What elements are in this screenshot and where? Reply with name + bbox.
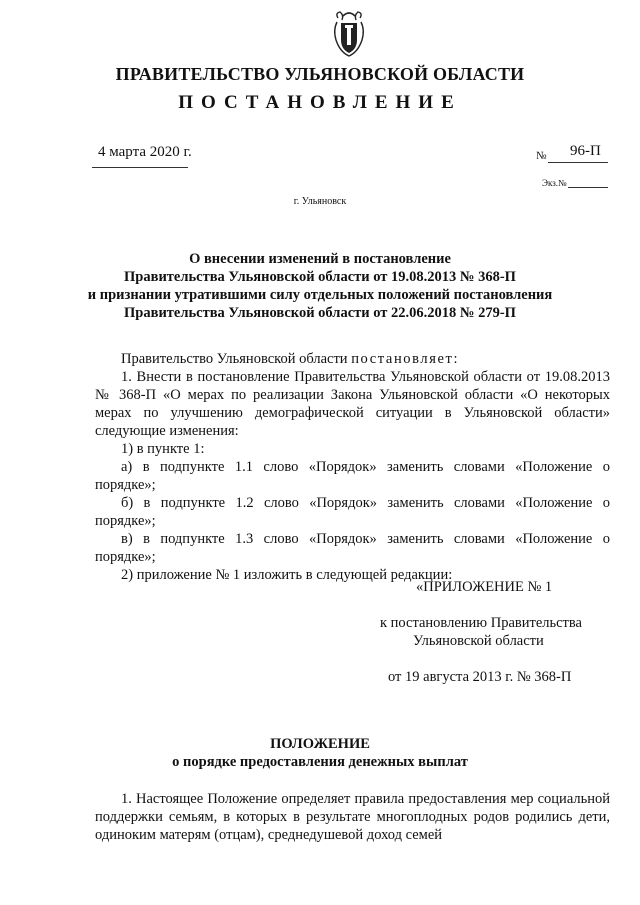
document-type: ПОСТАНОВЛЕНИЕ (178, 92, 462, 113)
subject-line: О внесении изменений в постановление (189, 251, 451, 267)
decree-body (95, 350, 610, 584)
subject-line: и признании утратившими силу отдельных положений постановления (87, 287, 553, 303)
intro-paragraph (95, 350, 610, 368)
subject-line: Правительства Ульяновской области от 22.06.2018 № 279-П (124, 305, 516, 321)
number-underline (548, 162, 608, 163)
decree-subject (0, 250, 640, 322)
regulation-subtitle: о порядке предоставления денежных выплат (172, 754, 468, 770)
copy-number-underline (568, 187, 608, 188)
annex-line-2: Ульяновской области (413, 633, 544, 649)
decree-date: 4 марта 2020 г. (98, 144, 192, 160)
subitem-c: в) в подпункте 1.3 слово «Порядок» заменить словами «Положение о порядке»; (95, 531, 610, 565)
paragraph-2: 2) приложение № 1 изложить в следующей редакции: (121, 567, 453, 583)
annex-date: от 19 августа 2013 г. № 368-П (388, 669, 572, 685)
number-sign: № (536, 150, 547, 162)
intro-text: Правительство Ульяновской области (121, 351, 352, 367)
coat-of-arms-icon (332, 10, 366, 58)
intro-colon: : (453, 351, 458, 367)
city: г. Ульяновск (293, 196, 347, 207)
copy-number-label: Экз.№ (542, 178, 567, 188)
subitem-a: а) в подпункте 1.1 слово «Порядок» заменить словами «Положение о порядке»; (95, 459, 610, 493)
paragraph-1: 1. Внести в постановление Правительства Ульяновской области от 19.08.2013 № 368-П «О мерах по реализации Закона Ульяновской области «О некоторых мерах по улучшению демографической ситуации в Ульяновской области» следующие изменения: (95, 369, 610, 439)
regulation-paragraph-1: 1. Настоящее Положение определяет правила предоставления мер социальной поддержки семьям, в которых в результате многоплодных родов родились дети, одиноким матерям (отцам), среднедушевой доход семей (95, 791, 610, 843)
annex-line-1: к постановлению Правительства (380, 615, 582, 631)
decree-number: 96-П (570, 143, 601, 159)
date-underline (92, 167, 188, 168)
regulation-body (95, 790, 610, 844)
paragraph-1-1: 1) в пункте 1: (121, 441, 205, 457)
annex-title: «ПРИЛОЖЕНИЕ № 1 (416, 579, 553, 595)
regulation-title: ПОЛОЖЕНИЕ (270, 736, 370, 752)
government-name: ПРАВИТЕЛЬСТВО УЛЬЯНОВСКОЙ ОБЛАСТИ (115, 64, 525, 84)
subject-line: Правительства Ульяновской области от 19.08.2013 № 368-П (124, 269, 516, 285)
intro-verb: постановляет (351, 351, 454, 367)
subitem-b: б) в подпункте 1.2 слово «Порядок» заменить словами «Положение о порядке»; (95, 495, 610, 529)
